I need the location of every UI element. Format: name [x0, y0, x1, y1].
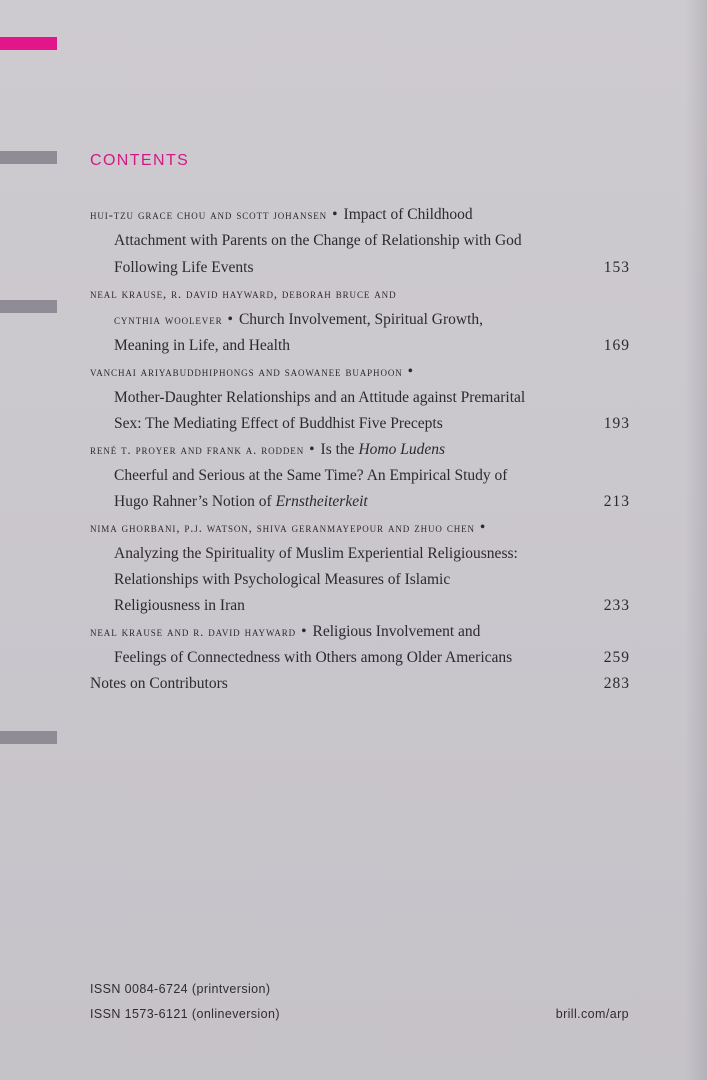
- bullet: •: [332, 206, 338, 223]
- issn-print: ISSN 0084-6724 (printversion): [90, 982, 271, 996]
- toc-entry-6[interactable]: [90, 622, 630, 642]
- toc-entry-1[interactable]: [90, 205, 630, 225]
- page-number: 169: [603, 337, 630, 354]
- bullet: •: [479, 519, 486, 536]
- entry-title-line: Relationships with Psychological Measures of Islamic: [114, 571, 451, 588]
- entry-authors: vanchai ariyabuddhiphongs and saowanee buaphoon: [90, 365, 403, 379]
- entry-title-line: Mother-Daughter Relationships and an Attitude against Premarital: [114, 389, 526, 406]
- entry-title-line: Analyzing the Spirituality of Muslim Experiential Religiousness:: [114, 545, 518, 562]
- entry-authors: cynthia woolever: [114, 313, 223, 327]
- entry-title: Church Involvement, Spiritual Growth,: [238, 311, 484, 328]
- page-number: 233: [603, 597, 630, 614]
- issn-online: ISSN 1573-6121 (onlineversion): [90, 1007, 280, 1021]
- notes-label: Notes on Contributors: [90, 675, 228, 692]
- entry-title: Religious Involvement and: [312, 623, 481, 640]
- entry-authors: neal krause, r. david hayward, deborah bruce and: [90, 287, 397, 301]
- page-number: 153: [603, 259, 630, 276]
- page-number: 193: [603, 415, 630, 432]
- entry-authors: hui-tzu grace chou and scott johansen: [90, 208, 328, 222]
- toc-notes-on-contributors[interactable]: [90, 674, 630, 694]
- section-tab: [0, 731, 57, 744]
- contents-heading: CONTENTS: [90, 152, 190, 169]
- toc-entry-4[interactable]: rené t. proyer and frank a. rodden • Is the Homo Ludens: [90, 441, 445, 458]
- page-number: 259: [603, 649, 630, 666]
- entry-title-line: Religiousness in Iran 233: [114, 597, 630, 614]
- entry-title-line: Attachment with Parents on the Change of Relationship with God: [114, 232, 522, 249]
- entry-title: Impact of Childhood: [343, 206, 473, 223]
- bullet: •: [407, 363, 414, 380]
- page-number: 213: [603, 493, 630, 510]
- entry-title-line: [114, 310, 630, 330]
- section-tab: [0, 300, 57, 313]
- entry-title-line: Cheerful and Serious at the Same Time? An Empirical Study of: [114, 467, 508, 484]
- journal-url[interactable]: brill.com/arp: [555, 1007, 629, 1021]
- bullet: •: [301, 623, 307, 640]
- toc-entry-5[interactable]: [90, 518, 630, 538]
- entry-title-line: Sex: The Mediating Effect of Buddhist Five Precepts 193: [114, 415, 630, 432]
- bullet: •: [309, 441, 315, 458]
- accent-tab: [0, 37, 57, 50]
- entry-title-line: Meaning in Life, and Health 169: [114, 337, 630, 354]
- entry-authors: rené t. proyer and frank a. rodden: [90, 443, 305, 457]
- entry-authors: neal krause and r. david hayward: [90, 625, 297, 639]
- bullet: •: [227, 311, 233, 328]
- italic-term: Homo Ludens: [358, 441, 445, 458]
- paper-edge-shadow: [685, 0, 707, 1080]
- entry-title-line: Feelings of Connectedness with Others among Older Americans 259: [114, 649, 630, 666]
- toc-entry-3[interactable]: [90, 362, 630, 382]
- entry-title-line: Following Life Events 153: [114, 259, 630, 276]
- page-number: 283: [603, 675, 630, 692]
- entry-title-line: Hugo Rahner’s Notion of Ernstheiterkeit 213: [114, 493, 630, 510]
- toc-entry-2[interactable]: [90, 284, 630, 304]
- entry-authors: nima ghorbani, p.j. watson, shiva geranmayepour and zhuo chen: [90, 521, 475, 535]
- italic-term: Ernstheiterkeit: [275, 493, 368, 510]
- section-tab: [0, 151, 57, 164]
